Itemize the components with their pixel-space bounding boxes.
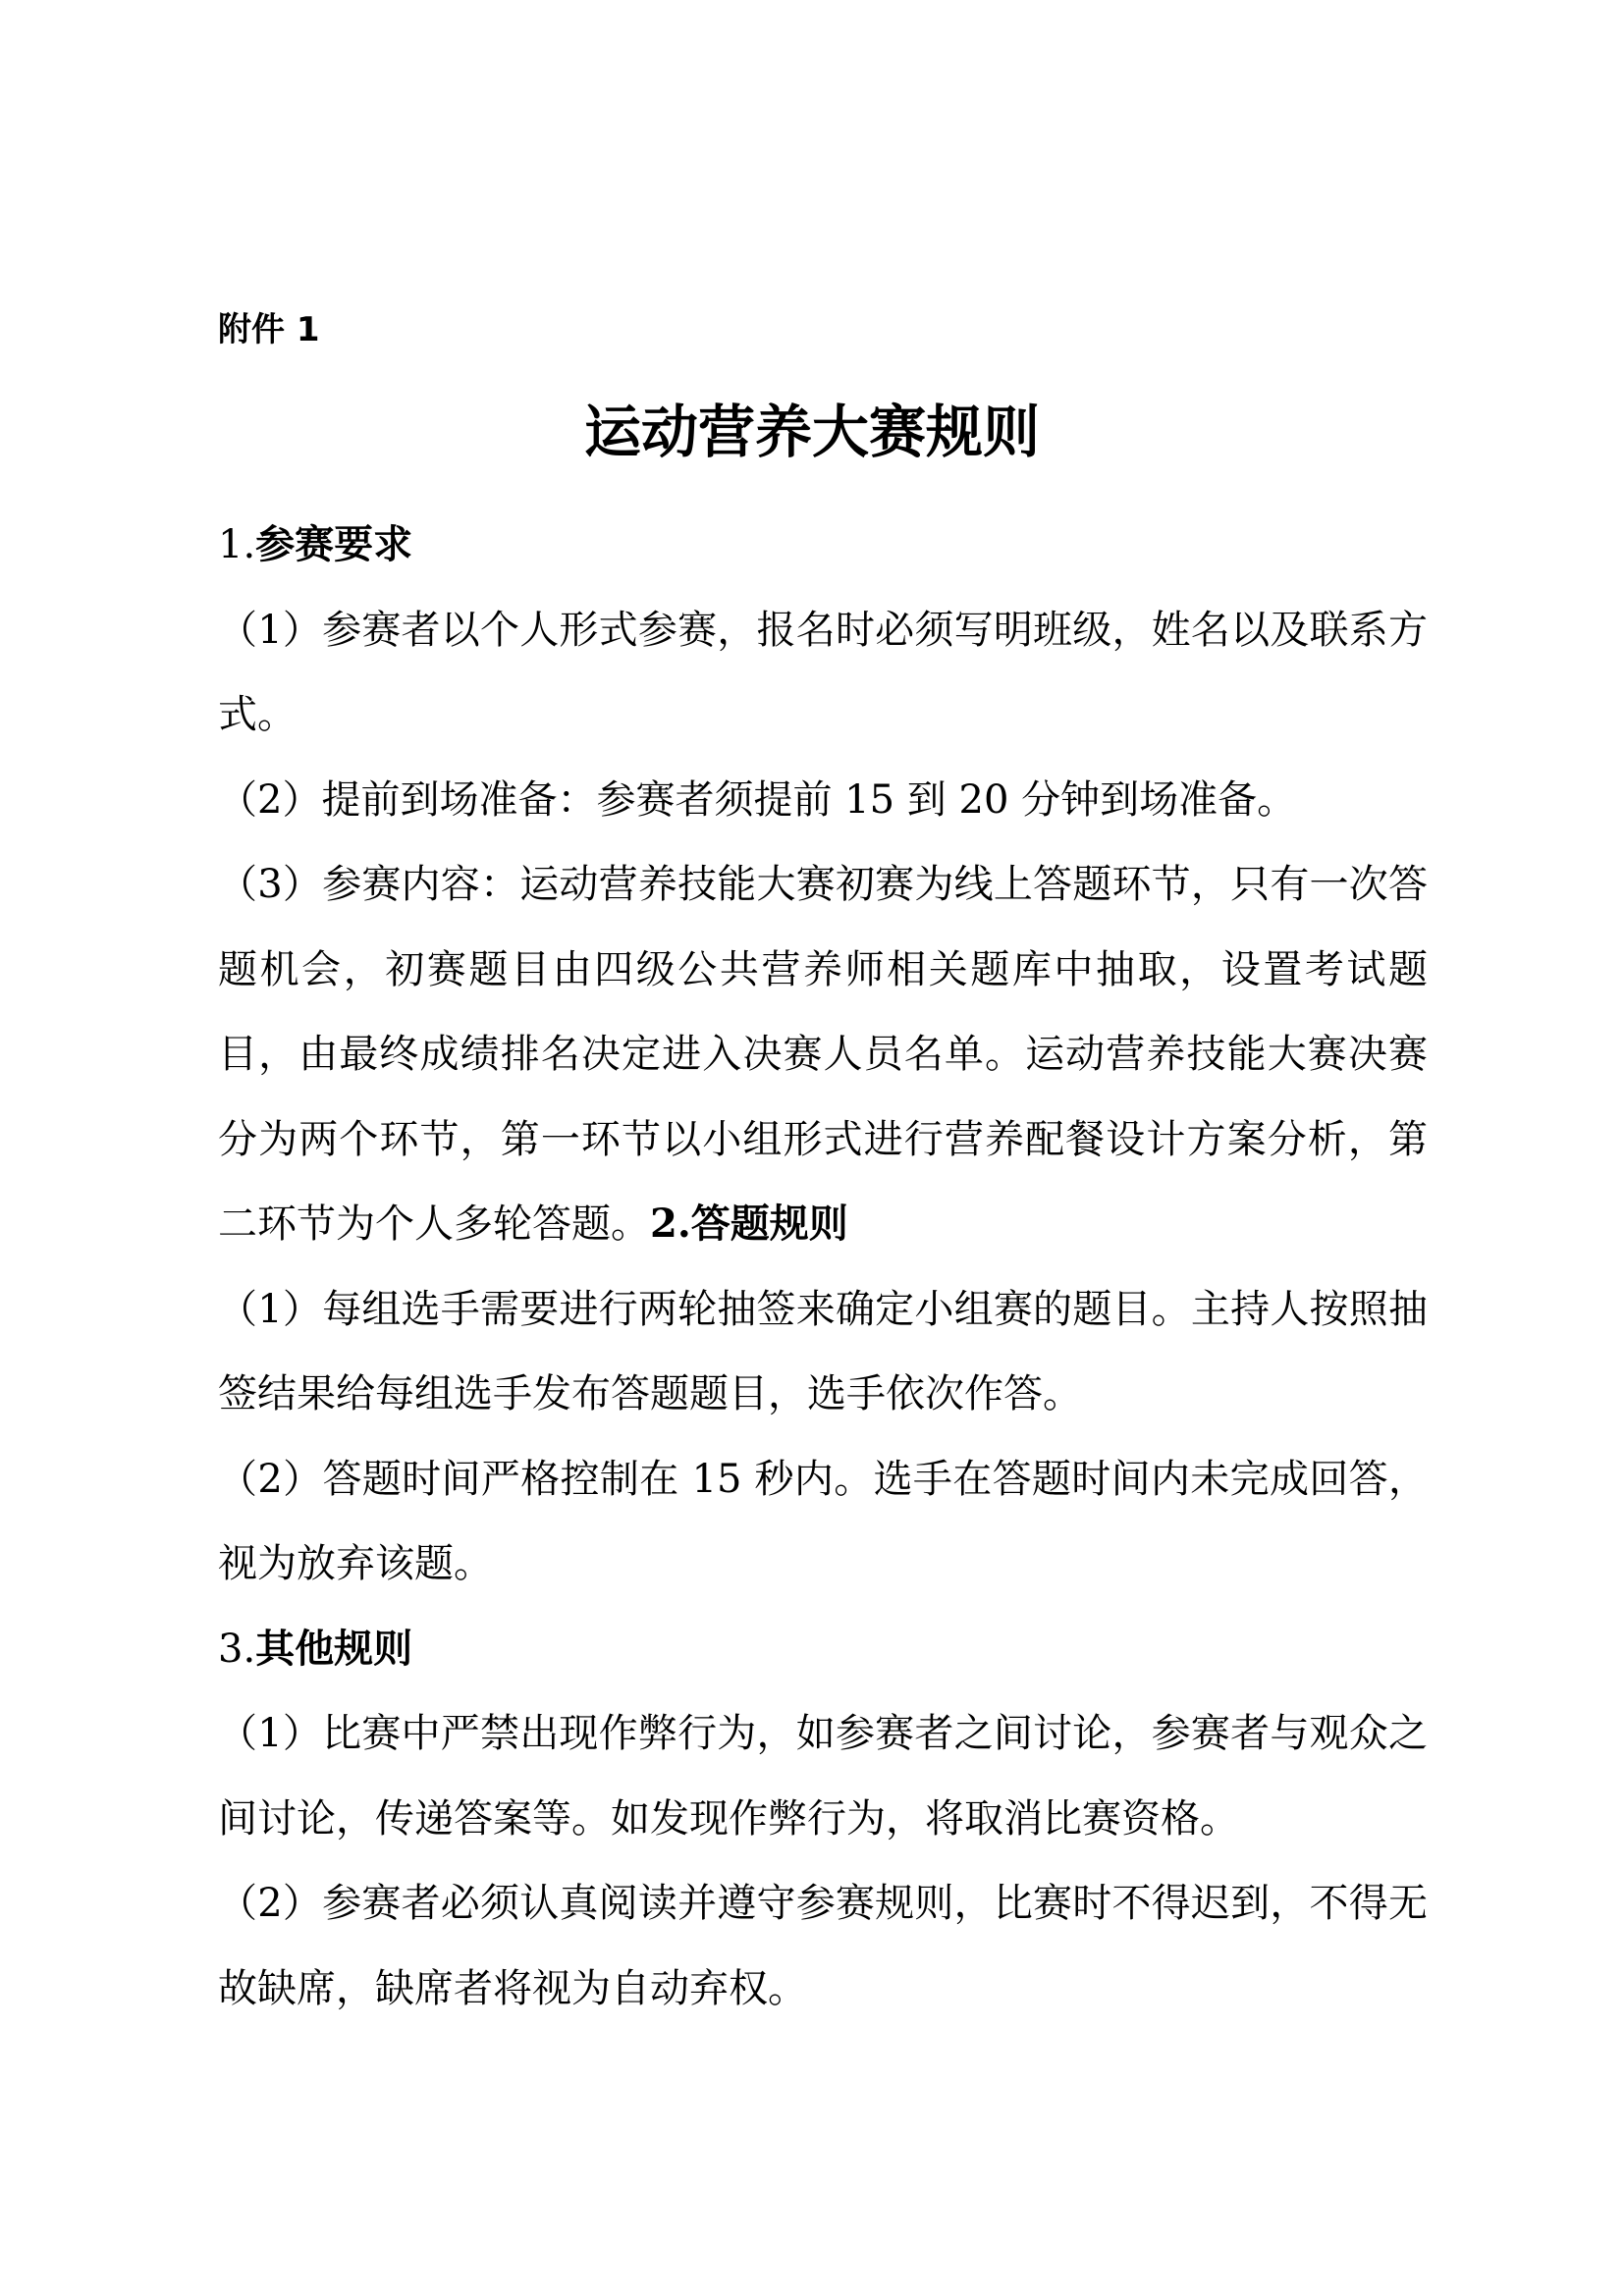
section-label: 参赛要求 [255,521,413,567]
attachment-label: 附件 1 [218,310,320,349]
paragraph: （1）每组选手需要进行两轮抽签来确定小组赛的题目。主持人按照抽签结果给每组选手发布答题题目，选手依次作答。 [218,1286,1428,1416]
section-heading-participation [218,503,1428,588]
paragraph [218,842,1428,1267]
section-heading-answering: 2.答题规则 [650,1201,848,1247]
document-body [218,503,1428,2031]
document-title: 运动营养大赛规则 [583,399,1040,465]
section-label: 其他规则 [255,1625,413,1672]
paragraph: （2）提前到场准备：参赛者须提前 15 到 20 分钟到场准备。 [218,776,1297,823]
section-number: 1. [218,522,256,567]
paragraph: （2）参赛者必须认真阅读并遵守参赛规则，比赛时不得迟到，不得无故缺席，缺席者将视为自动弃权。 [218,1881,1428,2011]
paragraph: （2）答题时间严格控制在 15 秒内。选手在答题时间内未完成回答，视为放弃该题。 [218,1456,1428,1586]
paragraph-text: （3）参赛内容：运动营养技能大赛初赛为线上答题环节，只有一次答题机会，初赛题目由四级公共营养师相关题库中抽取，设置考试题目，由最终成绩排名决定进入决赛人员名单。运动营养技能大赛决赛分为两个环节，第一环节以小组形式进行营养配餐设计方案分析，第二环节为个人多轮答题。 [218,862,1428,1247]
paragraph: （1）参赛者以个人形式参赛，报名时必须写明班级，姓名以及联系方式。 [218,607,1428,737]
section-heading-other [218,1607,1428,1692]
section-number: 3. [218,1626,256,1672]
paragraph: （1）比赛中严禁出现作弊行为，如参赛者之间讨论，参赛者与观众之间讨论，传递答案等。如发现作弊行为，将取消比赛资格。 [218,1711,1428,1842]
